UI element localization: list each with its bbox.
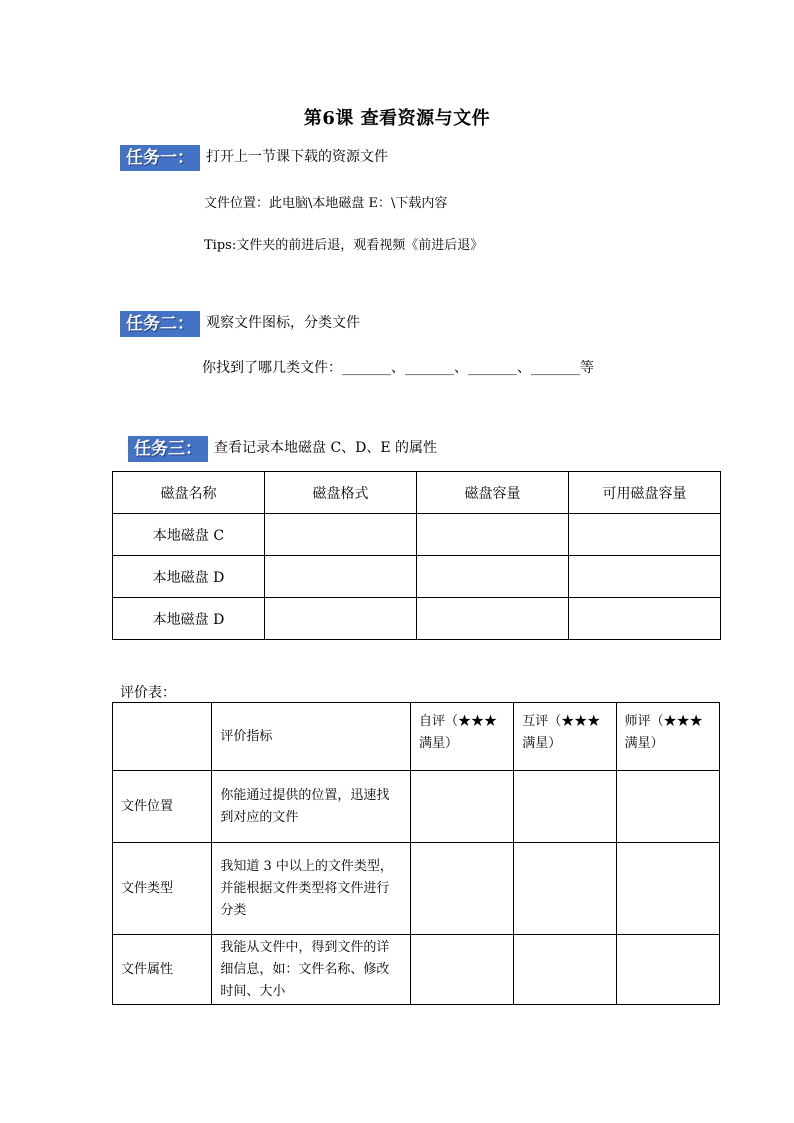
table-header: 评价指标 xyxy=(212,703,411,771)
table-header: 磁盘名称 xyxy=(113,472,265,514)
table-row xyxy=(113,514,721,556)
criterion-name: 文件位置 xyxy=(113,771,212,843)
table-header: 可用磁盘容量 xyxy=(569,472,721,514)
criterion-text: 我能从文件中，得到文件的详细信息，如：文件名称、修改时间、大小 xyxy=(212,935,411,1005)
table-row xyxy=(113,935,720,1005)
task2-badge: 任务二： xyxy=(120,311,200,337)
criterion-name: 文件属性 xyxy=(113,935,212,1005)
empty-cell[interactable] xyxy=(569,514,721,556)
empty-cell[interactable] xyxy=(265,556,417,598)
evaluation-table xyxy=(112,702,720,1005)
peer-eval-cell[interactable] xyxy=(514,843,616,935)
evaluation-label: 评价表： xyxy=(120,685,176,701)
task3-badge: 任务三： xyxy=(128,436,208,462)
task1-location: 文件位置：此电脑\本地磁盘 E：\下载内容 xyxy=(204,196,448,211)
table-header: 磁盘容量 xyxy=(417,472,569,514)
task1-title: 打开上一节课下载的资源文件 xyxy=(206,149,388,165)
self-eval-cell[interactable] xyxy=(410,843,513,935)
disk-properties-table xyxy=(112,471,721,640)
table-header: 磁盘格式 xyxy=(265,472,417,514)
task1-tips: Tips:文件夹的前进后退，观看视频《前进后退》 xyxy=(204,238,484,253)
empty-cell[interactable] xyxy=(265,598,417,640)
criterion-text: 我知道 3 中以上的文件类型，并能根据文件类型将文件进行分类 xyxy=(212,843,411,935)
teacher-eval-cell[interactable] xyxy=(616,843,719,935)
table-row xyxy=(113,771,720,843)
table-header: 自评（★★★满星） xyxy=(410,703,513,771)
teacher-eval-cell[interactable] xyxy=(616,771,719,843)
self-eval-cell[interactable] xyxy=(410,771,513,843)
table-row xyxy=(113,843,720,935)
table-header: 互评（★★★满星） xyxy=(514,703,616,771)
self-eval-cell[interactable] xyxy=(410,935,513,1005)
empty-cell[interactable] xyxy=(417,514,569,556)
peer-eval-cell[interactable] xyxy=(514,771,616,843)
peer-eval-cell[interactable] xyxy=(514,935,616,1005)
teacher-eval-cell[interactable] xyxy=(616,935,719,1005)
table-row xyxy=(113,556,721,598)
table-header xyxy=(113,703,212,771)
task3-title: 查看记录本地磁盘 C、D、E 的属性 xyxy=(214,440,438,456)
task1-badge: 任务一： xyxy=(120,145,200,171)
table-row xyxy=(113,598,721,640)
criterion-text: 你能通过提供的位置，迅速找到对应的文件 xyxy=(212,771,411,843)
empty-cell[interactable] xyxy=(569,598,721,640)
disk-name-cell: 本地磁盘 D xyxy=(113,598,265,640)
table-header: 师评（★★★满星） xyxy=(616,703,719,771)
disk-name-cell: 本地磁盘 D xyxy=(113,556,265,598)
empty-cell[interactable] xyxy=(265,514,417,556)
empty-cell[interactable] xyxy=(417,556,569,598)
disk-name-cell: 本地磁盘 C xyxy=(113,514,265,556)
empty-cell[interactable] xyxy=(569,556,721,598)
task2-question: 你找到了哪几类文件：_______、_______、_______、_______等 xyxy=(202,360,594,376)
empty-cell[interactable] xyxy=(417,598,569,640)
page-title: 第6课 查看资源与文件 xyxy=(303,108,491,129)
task2-title: 观察文件图标，分类文件 xyxy=(206,315,360,331)
criterion-name: 文件类型 xyxy=(113,843,212,935)
